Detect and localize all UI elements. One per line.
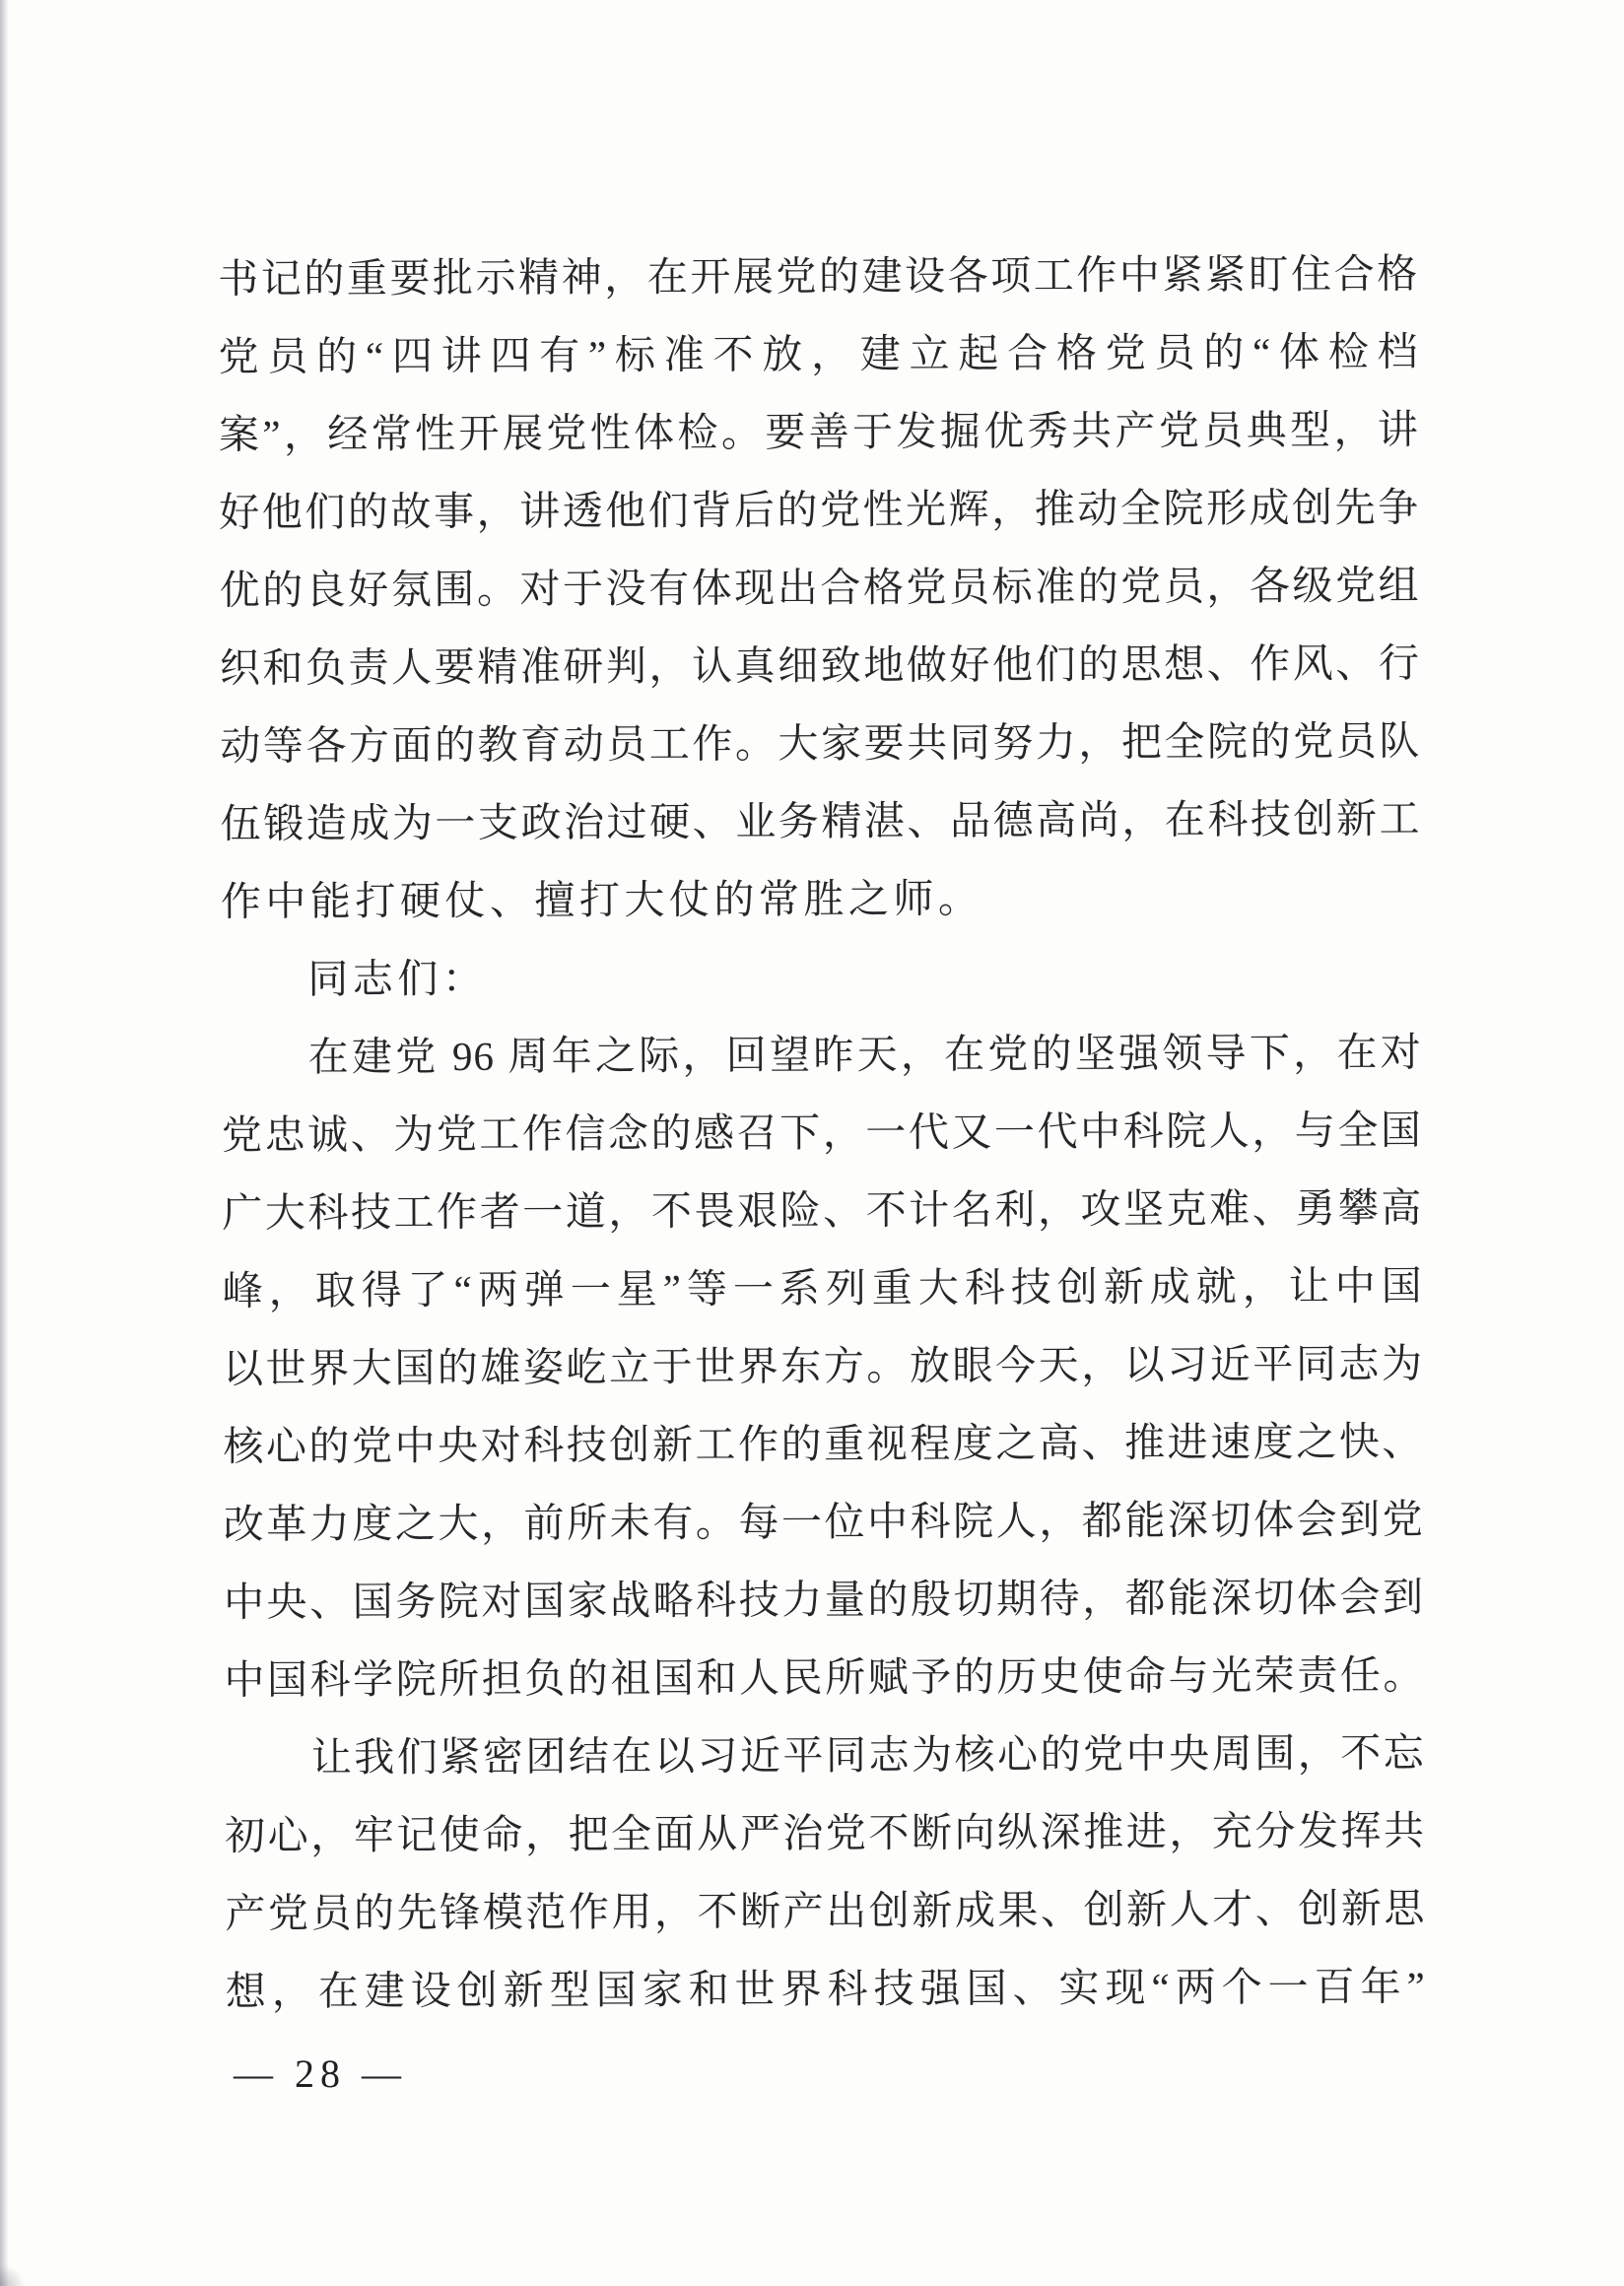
text-line: 书记的重要批示精神，在开展党的建设各项工作中紧紧盯住合格 bbox=[218, 250, 1419, 303]
text-line: 产党员的先锋模范作用，不断产出创新成果、创新人才、创新思 bbox=[225, 1885, 1426, 1936]
text-line: 织和负责人要精准研判，认真细致地做好他们的思想、作风、行 bbox=[219, 639, 1421, 692]
text-line: 峰，取得了“两弹一星”等一系列重大科技创新成就，让中国 bbox=[222, 1262, 1423, 1313]
text-line: 想，在建设创新型国家和世界科技强国、实现“两个一百年” bbox=[225, 1963, 1426, 2014]
text-line: 好他们的故事，讲透他们背后的党性光辉，推动全院形成创先争 bbox=[219, 484, 1420, 536]
text-line: 党员的“四讲四有”标准不放，建立起合格党员的“体检档 bbox=[218, 328, 1419, 380]
text-line: 动等各方面的教育动员工作。大家要共同努力，把全院的党员队 bbox=[220, 717, 1421, 770]
text-line: 中国科学院所担负的祖国和人民所赋予的历史使命与光荣责任。 bbox=[224, 1651, 1425, 1703]
text-line: 在建党 96 周年之际，回望昨天，在党的坚强领导下，在对 bbox=[307, 1029, 1422, 1080]
text-line: 作中能打硬仗、擅打大仗的常胜之师。 bbox=[220, 875, 983, 925]
text-line: 初心，牢记使命，把全面从严治党不断向纵深推进，充分发挥共 bbox=[224, 1807, 1426, 1858]
text-line: 党忠诚、为党工作信念的感召下，一代又一代中科院人，与全国 bbox=[221, 1107, 1423, 1158]
text-line: 优的良好氛围。对于没有体现出合格党员标准的党员，各级党组 bbox=[219, 562, 1420, 614]
text-line: 让我们紧密团结在以习近平同志为核心的党中央周围，不忘 bbox=[310, 1729, 1425, 1781]
text-line: 伍锻造成为一支政治过硬、业务精湛、品德高尚，在科技创新工 bbox=[220, 795, 1421, 847]
text-line: 中央、国务院对国家战略科技力量的殷切期待，都能深切体会到 bbox=[223, 1574, 1425, 1625]
text-line: 同志们： bbox=[307, 955, 488, 1002]
text-line: 核心的党中央对科技创新工作的重视程度之高、推进速度之快、 bbox=[223, 1418, 1424, 1469]
text-line: 案”，经常性开展党性体检。要善于发掘优秀共产党员典型，讲 bbox=[218, 406, 1419, 458]
text-line: 广大科技工作者一道，不畏艰险、不计名利，攻坚克难、勇攀高 bbox=[222, 1184, 1423, 1236]
page-number: — 28 — bbox=[234, 2051, 407, 2096]
document-text-block bbox=[218, 235, 1426, 2031]
scan-left-edge-shadow bbox=[0, 0, 9, 2286]
scan-corner-smudge bbox=[0, 2264, 26, 2286]
text-line: 改革力度之大，前所未有。每一位中科院人，都能深切体会到党 bbox=[223, 1496, 1424, 1547]
text-line: 以世界大国的雄姿屹立于世界东方。放眼今天，以习近平同志为 bbox=[222, 1340, 1424, 1391]
